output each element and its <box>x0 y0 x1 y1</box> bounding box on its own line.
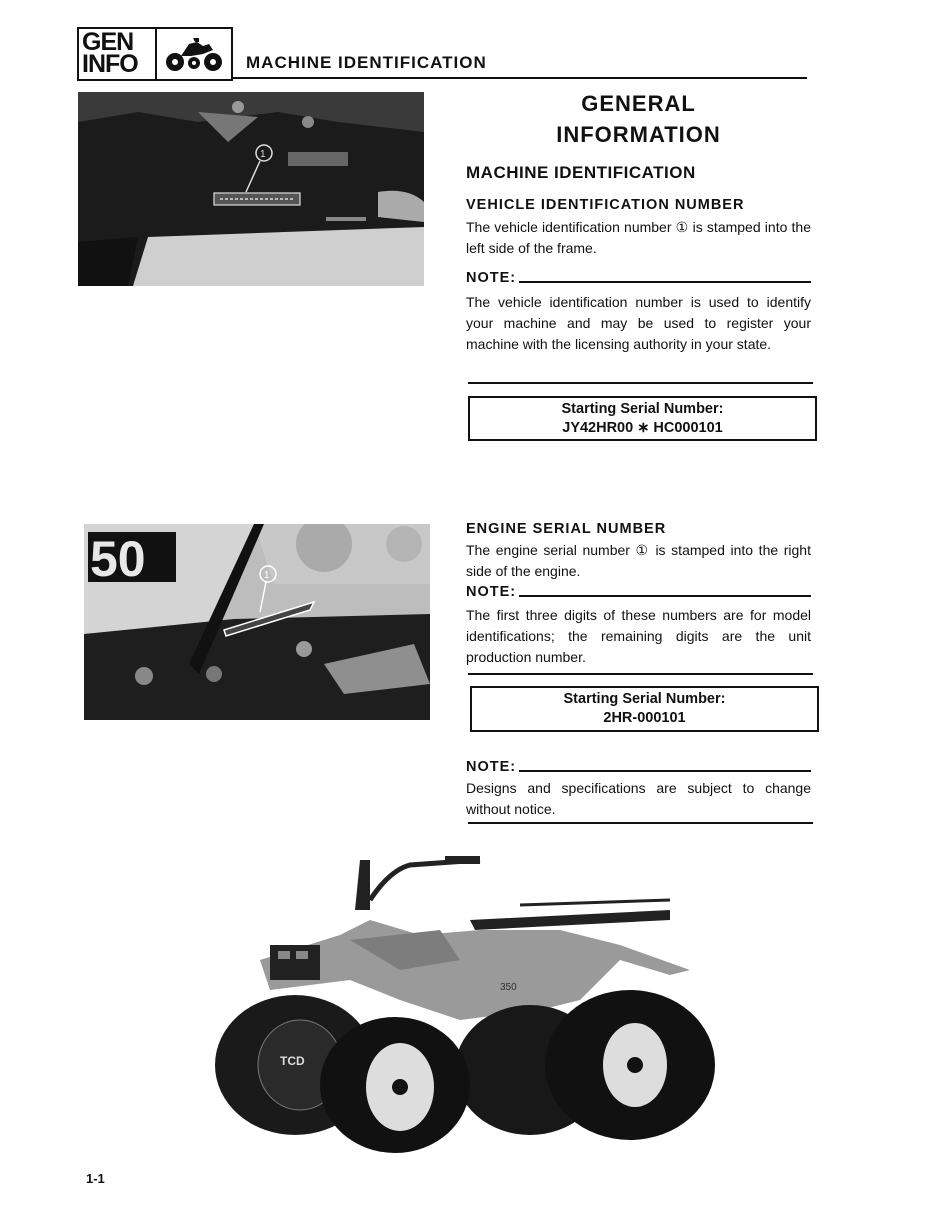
vin-serial-label: Starting Serial Number: <box>561 401 724 417</box>
engine-heading: ENGINE SERIAL NUMBER <box>466 521 667 537</box>
vin-heading: VEHICLE IDENTIFICATION NUMBER <box>466 197 745 213</box>
section-badge-text <box>79 29 157 79</box>
badge-line-info: INFO <box>82 50 138 78</box>
header-title: MACHINE IDENTIFICATION <box>246 53 487 72</box>
vin-description: The vehicle identification number ① is stamped into the left side of the frame. <box>466 219 811 256</box>
note-rule <box>519 595 811 597</box>
final-note-end-rule <box>468 822 813 824</box>
engine-serial-value: 2HR-000101 <box>603 710 686 726</box>
note-rule <box>519 281 811 283</box>
engine-serial-location-photo <box>84 524 430 720</box>
photo1-callout: 1 <box>260 149 266 160</box>
front-right-wheel <box>320 1017 470 1153</box>
engine-serial-box <box>470 686 819 732</box>
note-rule <box>519 770 811 772</box>
page-title <box>466 88 811 150</box>
photo2-callout: 1 <box>264 570 270 581</box>
final-note-label: NOTE: <box>466 759 517 775</box>
header-rule <box>232 77 807 79</box>
engine-note-text: The first three digits of these numbers are for model identifications; the remaining digits are the unit production number. <box>466 607 811 665</box>
vin-serial-box <box>468 396 817 441</box>
atv-decal-front: TCD <box>280 1054 305 1068</box>
page-title-line1: GENERAL <box>581 91 696 116</box>
vin-note-end-rule <box>468 382 813 384</box>
vin-note-header <box>466 270 811 286</box>
section-heading: MACHINE IDENTIFICATION <box>466 163 696 182</box>
engine-description: The engine serial number ① is stamped into the right side of the engine. <box>466 542 811 579</box>
decal-50 <box>88 531 176 587</box>
vin-note-label: NOTE: <box>466 270 517 286</box>
engine-note-end-rule <box>468 673 813 675</box>
page-title-line2: INFORMATION <box>556 122 721 147</box>
vin-serial-value: JY42HR00 ∗ HC000101 <box>562 420 723 436</box>
engine-note-header <box>466 584 811 600</box>
atv-icon <box>157 29 231 79</box>
vin-location-photo <box>78 92 424 286</box>
rear-left-wheel <box>545 990 715 1140</box>
page-number: 1-1 <box>86 1171 105 1186</box>
final-note-header <box>466 759 811 775</box>
atv-photo <box>200 850 720 1155</box>
badge-line-gen: GEN <box>82 28 134 56</box>
engine-note-label: NOTE: <box>466 584 517 600</box>
decal-50-text: 50 <box>90 531 146 587</box>
atv-decal-side: 350 <box>500 982 517 993</box>
vin-note-text: The vehicle identification number is used to identify your machine and may be used to register your machine with the licensing authority in your state. <box>466 294 811 352</box>
section-badge <box>77 27 233 81</box>
engine-serial-label: Starting Serial Number: <box>563 691 726 707</box>
final-note-text: Designs and specifications are subject to change without notice. <box>466 780 811 817</box>
